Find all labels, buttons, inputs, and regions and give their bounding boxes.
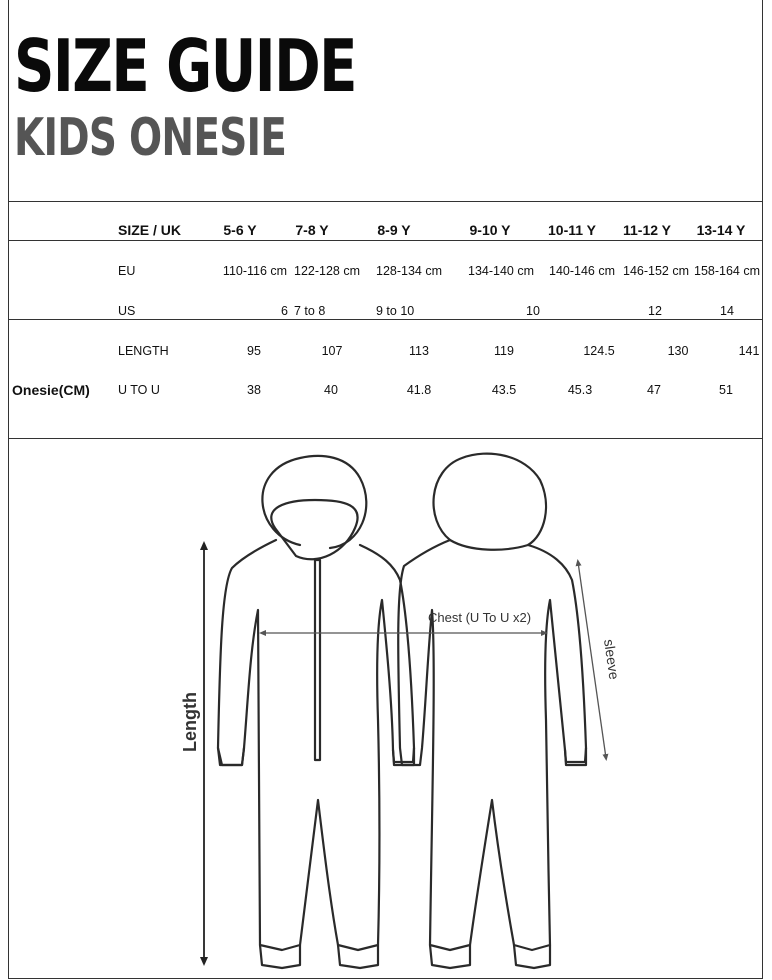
size-uk-label: SIZE / UK	[118, 222, 182, 238]
utou-value-7: 51	[719, 383, 733, 397]
eu-label: EU	[118, 264, 136, 278]
us-value-3: 9 to 10	[376, 304, 415, 318]
size-header-3: 8-9 Y	[377, 222, 411, 238]
eu-value-7: 158-164 cm	[693, 264, 761, 278]
utou-value-3: 41.8	[406, 383, 432, 397]
size-header-2: 7-8 Y	[295, 222, 329, 238]
sleeve-label-text: sleeve	[601, 638, 623, 681]
length-value-6: 130	[667, 344, 689, 358]
length-value-7: 141	[738, 344, 760, 358]
size-header-1: 5-6 Y	[223, 222, 257, 238]
utou-label: U TO U	[118, 383, 160, 397]
us-value-4: 10	[526, 304, 540, 318]
size-header-4: 9-10 Y	[469, 222, 511, 238]
length-value-2: 107	[321, 344, 343, 358]
length-value-5: 124.5	[583, 344, 615, 358]
utou-value-6: 47	[647, 383, 661, 397]
us-value-1: 6	[281, 304, 288, 318]
utou-value-2: 40	[324, 383, 338, 397]
us-value-5: 12	[648, 304, 662, 318]
utou-value-4: 43.5	[491, 383, 517, 397]
eu-value-3: 128-134 cm	[375, 264, 443, 278]
eu-value-5: 140-146 cm	[548, 264, 616, 278]
us-label: US	[118, 304, 136, 318]
page-title: SIZE GUIDE	[14, 24, 356, 108]
length-label: LENGTH	[118, 344, 169, 358]
utou-value-1: 38	[247, 383, 261, 397]
front-onesie-icon	[218, 456, 414, 968]
page-subtitle: KIDS ONESIE	[14, 108, 287, 168]
onesie-group-label: Onesie(CM)	[12, 382, 90, 398]
length-value-1: 95	[247, 344, 261, 358]
us-value-2: 7 to 8	[294, 304, 326, 318]
length-value-4: 119	[494, 344, 514, 358]
eu-value-2: 122-128 cm	[293, 264, 361, 278]
length-value-3: 113	[409, 344, 429, 358]
chest-label-text: Chest (U To U x2)	[428, 610, 532, 625]
size-header-7: 13-14 Y	[696, 222, 746, 238]
eu-value-6: 146-152 cm	[622, 264, 690, 278]
length-label-text: Length	[180, 692, 200, 752]
utou-value-5: 45.3	[567, 383, 593, 397]
size-header-6: 11-12 Y	[622, 222, 672, 238]
us-value-6: 14	[720, 304, 734, 318]
size-header-5: 10-11 Y	[547, 222, 597, 238]
eu-value-4: 134-140 cm	[467, 264, 535, 278]
back-onesie-icon	[398, 454, 586, 968]
eu-value-1: 110-116 cm	[222, 264, 288, 278]
